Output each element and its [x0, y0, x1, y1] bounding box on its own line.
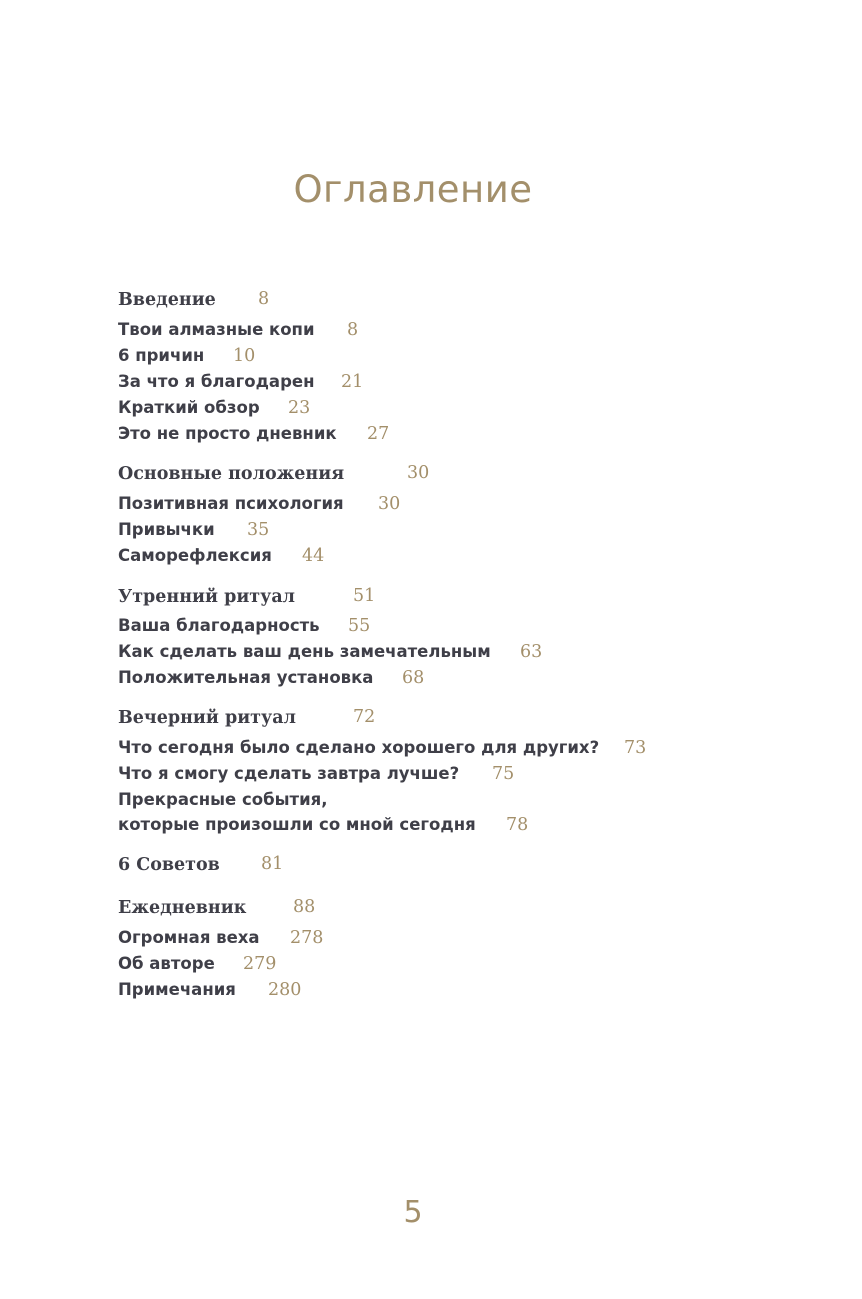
toc-entry-label: Позитивная психология [118, 494, 344, 513]
toc-entry-label: Как сделать ваш день замечательным [118, 642, 491, 661]
toc-section-heading [118, 854, 284, 875]
toc-page-number: 73 [624, 738, 647, 758]
toc-entry [118, 980, 302, 1000]
toc-entry [118, 790, 328, 809]
toc-page-number: 21 [341, 372, 364, 392]
toc-entry-label: За что я благодарен [118, 372, 315, 391]
toc-entry [118, 424, 390, 444]
toc-entry [118, 546, 325, 566]
toc-page-number: 72 [353, 707, 376, 727]
toc-section-heading [118, 897, 316, 918]
toc-page-number: 44 [302, 546, 325, 566]
toc-entry [118, 520, 270, 540]
toc-page-number: 88 [293, 897, 316, 917]
toc-page-number: 280 [268, 980, 302, 1000]
toc-page-number: 10 [233, 346, 256, 366]
toc-entry [118, 320, 359, 340]
toc-page-number: 35 [247, 520, 270, 540]
toc-page-number: 75 [492, 764, 515, 784]
toc-page-number: 55 [348, 616, 371, 636]
toc-entry-label: Привычки [118, 520, 215, 539]
toc-entry [118, 764, 515, 784]
toc-entry-label: Прекрасные события, [118, 790, 328, 809]
toc-page-number: 30 [378, 494, 401, 514]
page-number: 5 [403, 1195, 423, 1230]
toc-entry-label: Огромная веха [118, 928, 260, 947]
toc-entry [118, 928, 324, 948]
toc-entry-label: Что сегодня было сделано хорошего для других? [118, 738, 600, 757]
toc-page-number: 63 [520, 642, 543, 662]
toc-entry-label: Это не просто дневник [118, 424, 337, 443]
toc-entry-label: Введение [118, 290, 216, 310]
toc-entry-label: 6 причин [118, 346, 205, 365]
toc-page-number: 68 [402, 668, 425, 688]
toc-page-number: 30 [407, 463, 430, 483]
toc-page-number: 81 [261, 854, 284, 874]
page-title: Оглавление [293, 168, 533, 211]
toc-entry [118, 616, 371, 636]
toc-entry-label: Краткий обзор [118, 398, 260, 417]
toc-entry-label: Саморефлексия [118, 546, 272, 565]
toc-entry-label: Ваша благодарность [118, 616, 320, 635]
toc-entry-label: 6 Советов [118, 855, 220, 875]
toc-page-number: 51 [353, 586, 376, 606]
toc-page-number: 8 [258, 289, 270, 309]
toc-section-heading [118, 463, 430, 484]
toc-entry-label: Об авторе [118, 954, 215, 973]
toc-section-heading [118, 586, 376, 607]
toc-entry-label: Положительная установка [118, 668, 374, 687]
toc-page-number: 8 [347, 320, 359, 340]
toc-entry [118, 346, 256, 366]
toc-page-number: 278 [290, 928, 324, 948]
toc-entry-label: Примечания [118, 980, 236, 999]
toc-entry [118, 642, 543, 662]
toc-entry-label: которые произошли со мной сегодня [118, 815, 476, 834]
toc-section-heading [118, 707, 376, 728]
toc-entry [118, 668, 425, 688]
toc-page-number: 27 [367, 424, 390, 444]
toc-entry-label: Основные положения [118, 464, 345, 484]
toc-entry-label: Что я смогу сделать завтра лучше? [118, 764, 460, 783]
toc-page-number: 279 [243, 954, 277, 974]
toc-entry-label: Ежедневник [118, 898, 247, 918]
toc-page-number: 78 [506, 815, 529, 835]
toc-entry-label: Твои алмазные копи [118, 320, 315, 339]
toc-entry [118, 494, 401, 514]
toc-entry [118, 372, 364, 392]
toc-section-heading [118, 289, 270, 310]
toc-entry-label: Утренний ритуал [118, 587, 296, 607]
toc-entry [118, 738, 647, 758]
toc-entry [118, 954, 277, 974]
toc-entry-label: Вечерний ритуал [118, 708, 296, 728]
toc-entry [118, 815, 529, 835]
toc-page-number: 23 [288, 398, 311, 418]
toc-entry [118, 398, 311, 418]
